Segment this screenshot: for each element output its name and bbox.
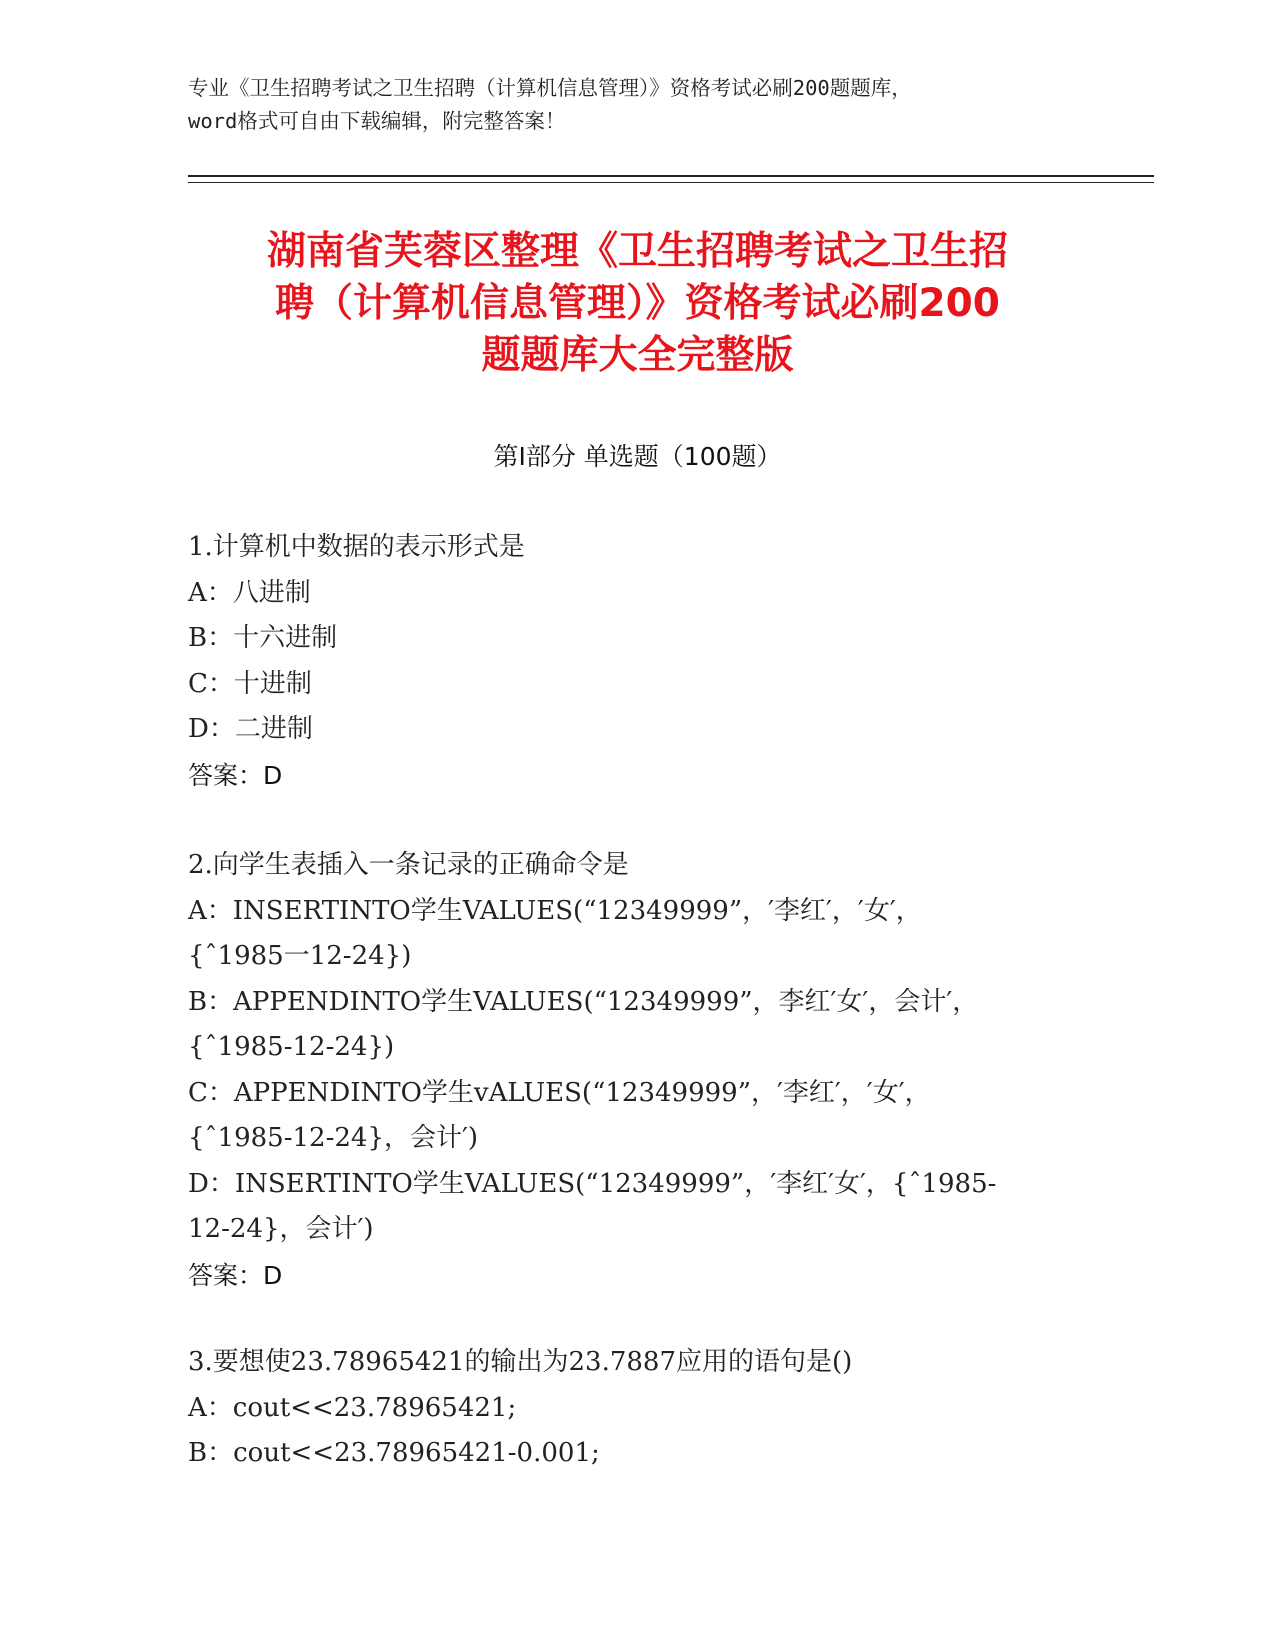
option-a: A：八进制: [188, 577, 311, 608]
header-line-1: 专业《卫生招聘考试之卫生招聘（计算机信息管理）》资格考试必刷200题题库，: [188, 76, 912, 100]
question-1: [188, 525, 1068, 798]
title-line-1: 湖南省芙蓉区整理《卫生招聘考试之卫生招: [266, 229, 1008, 274]
header-line-2: word格式可自由下载编辑，附完整答案！: [188, 109, 566, 133]
option-c-continued: {ˆ1985-12-24}，会计′): [188, 1123, 479, 1153]
option-c: C：十进制: [188, 668, 312, 699]
option-b: B：十六进制: [188, 623, 338, 653]
header-divider-thick: [188, 175, 1154, 177]
option-a: A：cout<<23.78965421;: [188, 1392, 517, 1423]
answer-text: 答案：D: [188, 1260, 283, 1290]
option-d-continued: 12-24}，会计′): [188, 1214, 374, 1244]
question-stem: 1.计算机中数据的表示形式是: [188, 532, 525, 562]
title-line-3: 题题库大全完整版: [481, 333, 794, 378]
question-stem: 3.要想使23.78965421的输出为23.7887应用的语句是(): [188, 1347, 853, 1377]
answer-text: 答案：D: [188, 760, 283, 790]
document-title: [150, 226, 1125, 382]
title-line-2: 聘（计算机信息管理）》资格考试必刷200: [275, 281, 1000, 326]
option-a: A：INSERTINTO学生VALUES(“12349999”，′李红′，′女′，: [188, 895, 922, 926]
option-b: B：cout<<23.78965421-0.001;: [188, 1438, 600, 1468]
question-2: [188, 843, 1068, 1298]
document-header: [188, 72, 1088, 138]
question-3: [188, 1340, 1068, 1477]
section-heading: 第Ⅰ部分 单选题（100题）: [493, 442, 782, 471]
option-b-continued: {ˆ1985-12-24}): [188, 1032, 395, 1062]
option-c: C：APPENDINTO学生vALUES(“12349999”，′李红′，′女′，: [188, 1077, 931, 1108]
option-a-continued: {ˆ1985一12-24}): [188, 941, 412, 971]
option-d: D：INSERTINTO学生VALUES(“12349999”，′李红′女′，{ˆ1985-: [188, 1168, 997, 1199]
option-d: D：二进制: [188, 714, 313, 744]
header-divider-thin: [188, 182, 1154, 183]
option-b: B：APPENDINTO学生VALUES(“12349999”，李红′女′，会计′，: [188, 986, 979, 1017]
question-stem: 2.向学生表插入一条记录的正确命令是: [188, 850, 629, 880]
